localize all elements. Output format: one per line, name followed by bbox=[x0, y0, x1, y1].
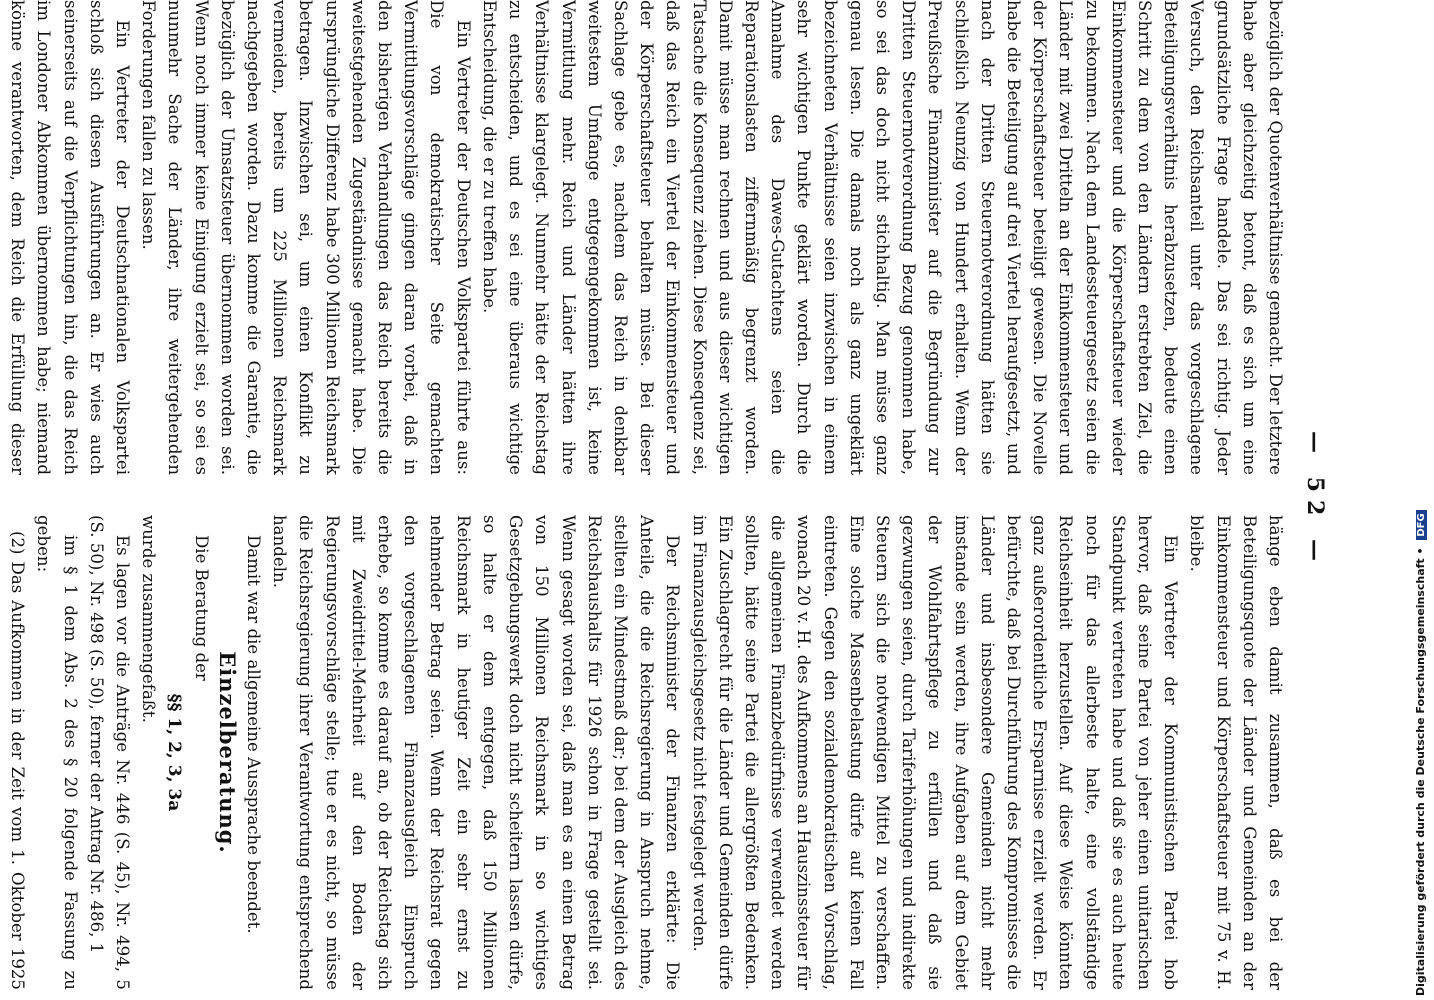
right-column bbox=[0, 515, 1288, 990]
left-column bbox=[0, 0, 1288, 475]
right-paragraph-6: Es lagen vor die Anträge Nr. 446 (S. 45), Nr. 494, 5 (S. 50), Nr. 498 (S. 50), ferner der Antrag Nr. 486, 1 bbox=[86, 515, 133, 990]
right-paragraph-4: Damit war die allgemeine Aussprache beendet. bbox=[244, 535, 264, 934]
right-paragraph-7: im § 1 dem Abs. 2 des § 20 folgende Fassung zu geben: bbox=[34, 515, 80, 990]
funding-notice-text: Digitalisierung gefördert durch die Deutsche Forschungsgemeinschaft • bbox=[1414, 547, 1427, 996]
left-paragraph-1: bezüglich der Quotenverhältnisse gemacht. Der letztere habe aber gleichzeitig betont, daß es sich um eine grundsätzliche Frage handele. Das sei richtig. Jeder Versuch, den Reichsanteil unter das vorgeschlagene Beteiligungsverhältnis herabzusetzen, bedeute einen Schritt zu dem von den Ländern erstrebten Ziel, die Einkommensteuer und die Körperschaftsteuer wieder zu bekommen. Nach dem Landessteuergesetz seien die Länder mit zwei Dritteln an der Einkommensteuer und der Körperschaftsteuer beteiligt gewesen. Die Novelle habe die Beteiligung auf drei Viertel heraufgesetzt, und nach der Dritten Steuernotverordnung hätten sie schließlich Neunzig von Hundert erhalten. Wenn der Preußische Finanzminister auf die Begründung zur Dritten Steuernotverordnung Bezug genommen habe, so sei das doch nicht stichhaltig. Man müsse ganz genau lesen. Die damals noch als ganz ungeklärt bezeichneten Verhältnisse seien inzwischen in einem sehr wichtigen Punkte geklärt worden. Durch die Annahme des Dawes-Gutachtens seien die Reparationslasten ziffernmäßig begrenzt worden. Damit müsse man rechnen und aus dieser wichtigen Tatsache die Konsequenz ziehen. Diese Konsequenz sei, daß das Reich ein Viertel der Einkommensteuer und der Körperschaftsteuer behalten müsse. Bei dieser Sachlage gebe es, nachdem das Reich in denkbar weitestem Umfange entgegengekommen ist, keine Vermittlung mehr. Reich und Länder hätten ihre Verhältnisse klargelegt. Nunmehr hätte der Reichstag zu entscheiden, und es sei eine überaus wichtige Entscheidung, die er zu treffen habe. bbox=[479, 0, 1285, 475]
page-number: — 52 — bbox=[1302, 431, 1328, 569]
quoted-amendment: (2) Das Aufkommen in der Zeit vom 1. Oktober 1925 bbox=[8, 531, 28, 990]
right-paragraph-2: Ein Vertreter der Kommunistischen Partei hob hervor, daß seine Partei von jeher einen unitarischen Standpunkt vertreten habe und daß sie es auch heute noch für das allerbeste halte, eine vollständige Reichseinheit herzustellen. Auf diese Weise könnten ganz außerordentliche Ersparnisse erzielt werden. Er befürchte, daß bei Durchführung des Kompromisses die Länder und insbesondere Gemeinden nicht mehr imstande sein werden, ihre Aufgaben auf dem Gebiet der Wohlfahrtspflege zu erfüllen und daß sie gezwungen seien, durch Tariferhöhungen und indirekte Steuern sich die notwendigen Mittel zu verschaffen. Eine solche Massenbelastung dürfe auf keinen Fall eintreten. Gegen den sozialdemokratischen Vorschlag, wonach 20 v. H. des Aufkommens an Hauszinssteuer für die allgemeinen Finanzbedürfnisse verwendet werden sollten, hätte seine Partei die allergrößten Bedenken. Ein Zuschlagrecht für die Länder und Gemeinden dürfe im Finanzausgleichsgesetz nicht festgelegt werden. bbox=[689, 515, 1181, 990]
section-reference: §§ 1, 2, 3, 3a bbox=[164, 693, 185, 812]
dfg-logo: DFG bbox=[1416, 510, 1427, 539]
consultation-intro: Die Beratung der bbox=[191, 535, 211, 681]
right-paragraph-5: wurde zusammengefaßt. bbox=[139, 515, 159, 723]
left-paragraph-3: Ein Vertreter der Deutschnationalen Volkspartei schloß sich diesen Ausführungen an. Er wies auch seinerseits auf die Verpflichtungen hin, die das Reich im Londoner Abkommen übernommen habe; niemand könne verantworten, dem Reich die Erfüllung dieser bbox=[8, 0, 133, 475]
funding-notice bbox=[1414, 0, 1427, 996]
funding-sidebar bbox=[1408, 0, 1434, 1000]
right-paragraph-1: hänge eben damit zusammen, daß es bei der Beteiligungsquote der Länder und Gemeinden an der Einkommensteuer und Körperschaftsteuer mit 75 v. H. bleibe. bbox=[1187, 515, 1285, 990]
right-paragraph-3: Der Reichsminister der Finanzen erklärte: Die Anteile, die die Reichsregierung in Anspruch nehme, stellten ein Mindestmaß dar; bei dem der Ausgleich des Reichshaushalts für 1926 schon in Frage gestellt sei. Wenn gesagt worden sei, daß man es an einen Betrag von 150 Millionen Reichsmark in so wichtiges Gesetzgebungswerk doch nicht scheitern lassen dürfe, so halte er dem entgegen, daß 150 Millionen Reichsmark in heutiger Zeit ein sehr ernst zu nehmender Betrag seien. Wenn der Reichsrat gegen den vorgeschlagenen Finanzausgleich Einspruch erhebe, so komme es darauf an, ob der Reichstag sich mit Zweidrittel-Mehrheit auf den Boden der Regierungsvorschläge stelle; tue er es nicht, so müsse die Reichsregierung ihrer Verantwortung entsprechend handeln. bbox=[270, 515, 683, 990]
left-paragraph-2: Ein Vertreter der Deutschen Volkspartei führte aus: Die von demokratischer Seite gemachten Vermittlungsvorschläge gingen daran vorbei, daß in den bisherigen Verhandlungen das Reich bereits die weitestgehenden Zugeständnisse gemacht habe. Die ursprüngliche Differenz habe 300 Millionen Reichsmark betragen. Inzwischen sei, um einen Konflikt zu vermeiden, bereits um 225 Millionen Reichsmark nachgegeben worden. Dazu komme die Garantie, die bezüglich der Umsatzsteuer übernommen worden sei. Wenn noch immer keine Einigung erzielt sei, so sei es nunmehr Sache der Länder, ihre weitergehenden Forderungen fallen zu lassen. bbox=[139, 0, 473, 475]
section-heading: Einzelberatung. bbox=[214, 651, 240, 854]
